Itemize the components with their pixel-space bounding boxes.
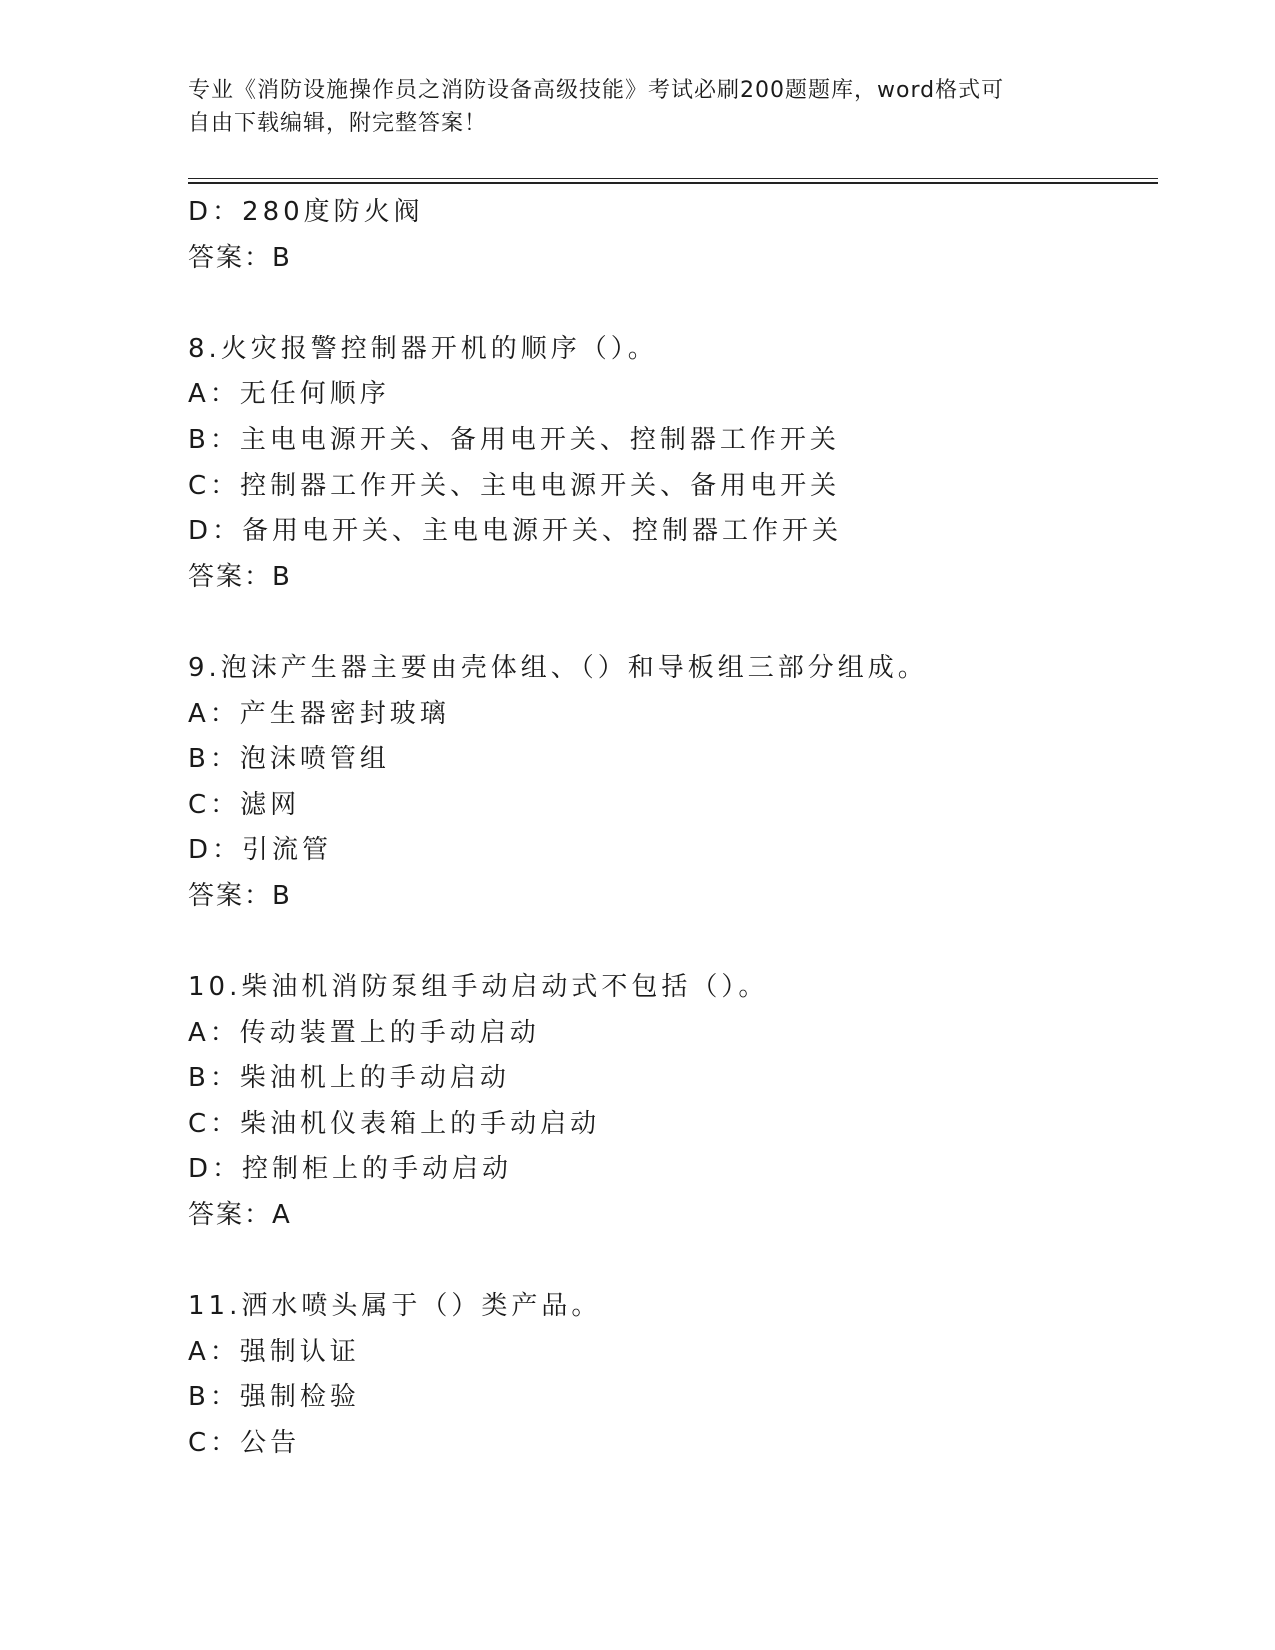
option-c: C：柴油机仪表箱上的手动启动 [188,1108,601,1139]
option-c: C：滤网 [188,789,301,820]
question-stem: 8.火灾报警控制器开机的顺序（）。 [188,333,658,364]
header-divider-thick [188,182,1158,184]
question-8 [188,327,1158,601]
header-divider-thin [188,178,1158,179]
carryover-block [188,190,1158,281]
question-stem: 10.柴油机消防泵组手动启动式不包括（）。 [188,972,769,1003]
option-a: A：强制认证 [188,1336,360,1367]
answer-line: 答案：B [188,561,292,592]
option-b: B：主电电源开关、备用电开关、控制器工作开关 [188,424,840,455]
option-b: B：强制检验 [188,1382,360,1413]
answer-line: 答案：A [188,1200,292,1231]
option-a: A：传动装置上的手动启动 [188,1017,540,1048]
answer-line: 答案：B [188,880,292,911]
option-a: A：产生器密封玻璃 [188,698,450,729]
question-10 [188,965,1158,1239]
question-11 [188,1284,1158,1466]
option-b: B：柴油机上的手动启动 [188,1063,510,1094]
option-b: B：泡沫喷管组 [188,744,390,775]
header-line-2: 自由下载编辑，附完整答案！ [188,111,488,136]
question-stem: 11.洒水喷头属于（）类产品。 [188,1291,602,1322]
question-9 [188,646,1158,920]
answer-line: 答案：B [188,242,292,273]
document-header [188,74,1088,140]
option-d: D：引流管 [188,835,333,866]
option-d: D：备用电开关、主电电源开关、控制器工作开关 [188,516,843,547]
option-a: A：无任何顺序 [188,379,390,410]
option-d: D：280度防火阀 [188,197,424,227]
option-c: C：公告 [188,1428,301,1459]
option-c: C：控制器工作开关、主电电源开关、备用电开关 [188,470,841,501]
question-stem: 9.泡沫产生器主要由壳体组、（）和导板组三部分组成。 [188,652,928,683]
question-list [188,190,1158,1467]
header-line-1: 专业《消防设施操作员之消防设备高级技能》考试必刷200题题库，word格式可 [188,78,1005,103]
option-d: D：控制柜上的手动启动 [188,1154,513,1185]
